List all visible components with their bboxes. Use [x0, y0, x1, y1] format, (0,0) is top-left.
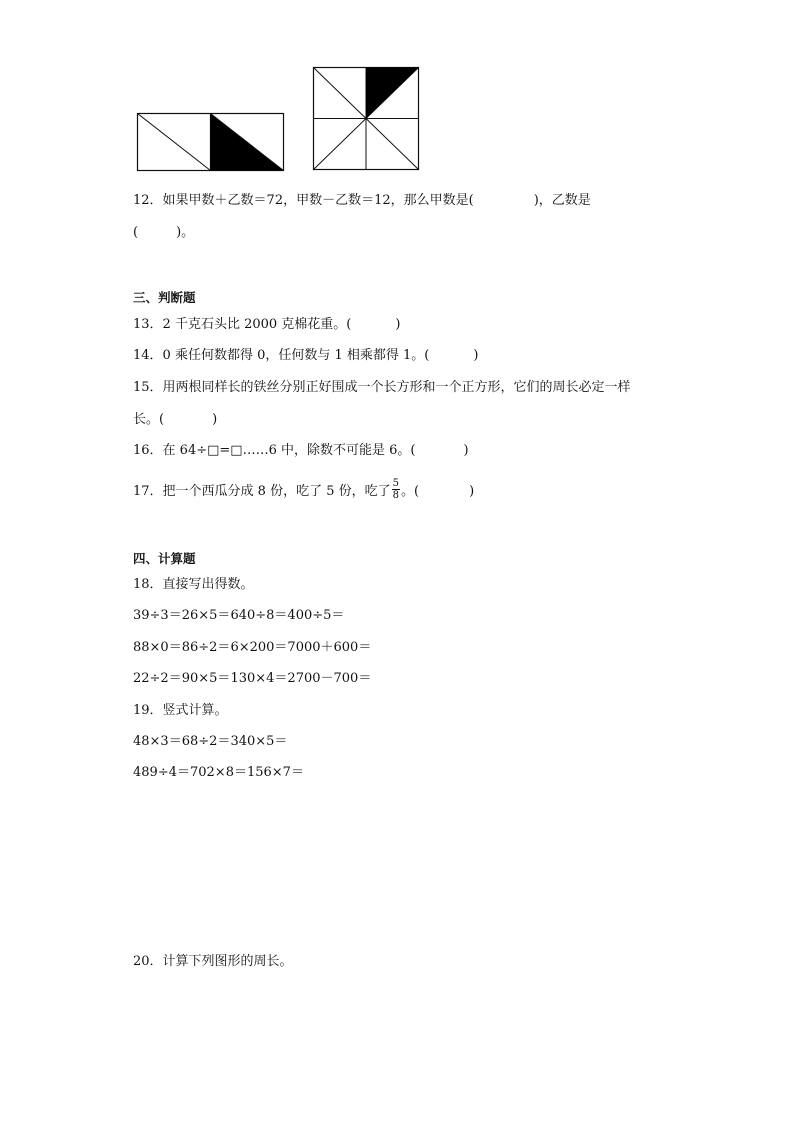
fraction-numerator: 5: [392, 478, 399, 489]
calc-item: 22÷2＝: [133, 671, 182, 686]
calc-item: 130×4＝: [230, 671, 288, 686]
calc-item: 90×5＝: [181, 671, 231, 686]
question-17-suffix: 。(: [401, 484, 420, 499]
vertical-calc-row-1: [133, 734, 287, 750]
calc-item: 26×5＝: [181, 608, 231, 623]
calc-item: 88×0＝: [133, 640, 182, 655]
answer-blank-close: )。: [176, 225, 195, 240]
question-12-line1: [133, 193, 591, 209]
calc-item: 400÷5＝: [287, 608, 345, 623]
answer-blank-open: (: [133, 225, 139, 240]
section-4-title: 四、计算题: [133, 551, 196, 566]
calc-item: 6×200＝: [230, 640, 288, 655]
question-14-close: ): [473, 348, 479, 363]
calc-item: 489÷4＝: [133, 765, 190, 780]
question-16-text: 16．在 64÷□=□……6 中，除数不可能是 6。(: [133, 443, 416, 458]
calc-row-3: [133, 671, 371, 687]
question-18: 18．直接写出得数。: [133, 577, 254, 592]
question-14: [133, 348, 478, 364]
question-13-close: ): [395, 317, 401, 332]
question-15-line1: 15．用两根同样长的铁丝分别正好围成一个长方形和一个正方形，它们的周长必定一样: [133, 380, 631, 395]
question-12-mid: )，乙数是: [533, 193, 591, 208]
calc-item: 640÷8＝: [230, 608, 288, 623]
calc-row-1: [133, 608, 344, 624]
calc-item: 156×7＝: [246, 765, 304, 780]
fraction-five-eighths: [392, 478, 400, 501]
calc-item: 340×5＝: [230, 734, 288, 749]
vertical-calc-row-2: [133, 765, 304, 781]
question-12-text: 12．如果甲数＋乙数＝72，甲数－乙数＝12，那么甲数是(: [133, 193, 474, 208]
question-14-text: 14．0 乘任何数都得 0，任何数与 1 相乘都得 1。(: [133, 348, 430, 363]
question-15-close: ): [212, 412, 218, 427]
question-20: 20．计算下列图形的周长。: [133, 954, 293, 969]
question-13-text: 13．2 千克石头比 2000 克棉花重。(: [133, 317, 352, 332]
question-19: 19．竖式计算。: [133, 703, 228, 718]
calc-item: 39÷3＝: [133, 608, 182, 623]
question-17: [133, 480, 474, 503]
question-12-line2: [133, 225, 194, 241]
calc-item: 702×8＝: [189, 765, 247, 780]
calc-row-2: [133, 640, 371, 656]
calc-item: 86÷2＝: [181, 640, 231, 655]
rectangle-figure: [137, 113, 287, 173]
question-17-close: ): [469, 484, 475, 499]
calc-item: 2700－700＝: [287, 671, 372, 686]
question-16-close: ): [463, 443, 469, 458]
question-13: [133, 317, 400, 333]
question-15-text: 长。(: [133, 412, 165, 427]
question-15-line2: [133, 412, 217, 428]
question-16: [133, 443, 469, 459]
square-figure: [313, 67, 423, 173]
calc-item: 7000＋600＝: [287, 640, 372, 655]
fraction-denominator: 8: [392, 490, 399, 501]
question-17-text: 17．把一个西瓜分成 8 份，吃了 5 份，吃了: [133, 484, 391, 499]
calc-item: 68÷2＝: [181, 734, 231, 749]
section-3-title: 三、判断题: [133, 290, 196, 305]
calc-item: 48×3＝: [133, 734, 182, 749]
